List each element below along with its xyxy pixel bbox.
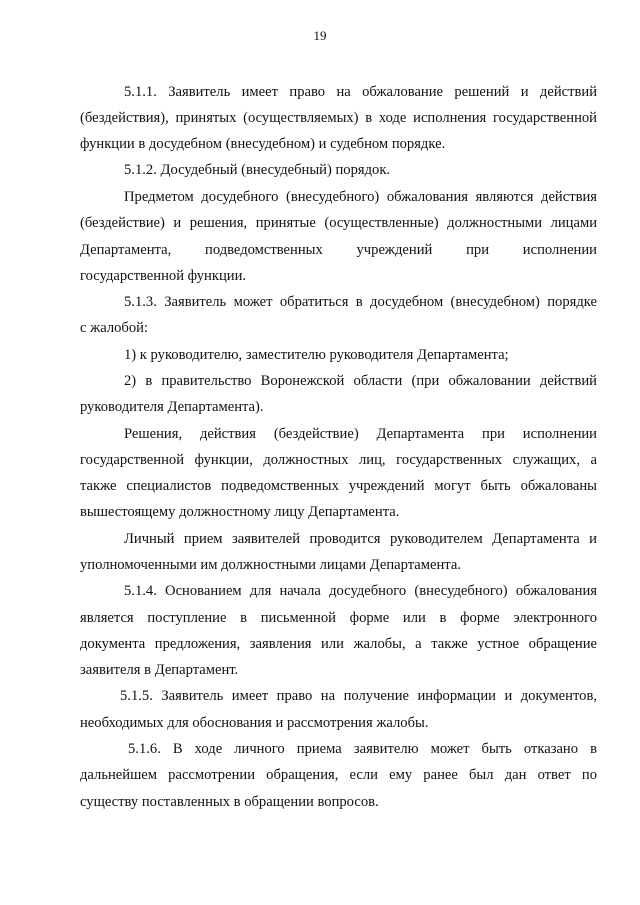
text-line: Личный прием заявителей проводится руководителем Департамента и xyxy=(124,531,597,547)
text-line: государственной функции. xyxy=(80,268,247,284)
text-line: 5.1.2. Досудебный (внесудебный) порядок. xyxy=(124,162,391,178)
text-line: Решения, действия (бездействие) Департамента при исполнении xyxy=(124,426,597,442)
text-line: 2) в правительство Воронежской области (при обжаловании действий xyxy=(124,373,597,389)
text-line: также специалистов подведомственных учреждений могут быть обжалованы xyxy=(80,478,597,494)
text-line: государственной функции, должностных лиц, государственных служащих, а xyxy=(80,452,597,468)
text-line: является поступление в письменной форме или в форме электронного xyxy=(80,610,597,626)
text-line: 1) к руководителю, заместителю руководителя Департамента; xyxy=(124,347,509,363)
text-line: с жалобой: xyxy=(80,320,148,336)
text-line: дальнейшем рассмотрении обращения, если ему ранее был дан ответ по xyxy=(80,767,597,783)
text-line: функции в досудебном (внесудебном) и судебном порядке. xyxy=(80,136,446,152)
text-line: 5.1.5. Заявитель имеет право на получение информации и документов, xyxy=(120,688,597,704)
text-line: заявителя в Департамент. xyxy=(80,662,239,678)
text-line: 5.1.4. Основанием для начала досудебного (внесудебного) обжалования xyxy=(124,583,597,599)
text-line: необходимых для обоснования и рассмотрения жалобы. xyxy=(80,715,429,731)
text-line: Предметом досудебного (внесудебного) обжалования являются действия xyxy=(124,189,597,205)
text-line: уполномоченными им должностными лицами Департамента. xyxy=(80,557,461,573)
text-line: существу поставленных в обращении вопросов. xyxy=(80,794,379,810)
page-number: 19 xyxy=(313,28,327,43)
text-line: вышестоящему должностному лицу Департамента. xyxy=(80,504,400,520)
text-line: 5.1.6. В ходе личного приема заявителю может быть отказано в xyxy=(128,741,597,757)
text-line: (бездействия), принятых (осуществляемых) в ходе исполнения государственной xyxy=(80,110,597,126)
text-line: (бездействие) и решения, принятые (осуществленные) должностными лицами xyxy=(80,215,597,231)
text-line: документа предложения, заявления или жалобы, а также устное обращение xyxy=(80,636,597,652)
text-line: руководителя Департамента). xyxy=(80,399,264,415)
text-line: Департамента, подведомственных учреждений при исполнении xyxy=(80,242,597,258)
text-line: 5.1.1. Заявитель имеет право на обжалование решений и действий xyxy=(124,84,597,100)
text-line: 5.1.3. Заявитель может обратиться в досудебном (внесудебном) порядке xyxy=(124,294,597,310)
